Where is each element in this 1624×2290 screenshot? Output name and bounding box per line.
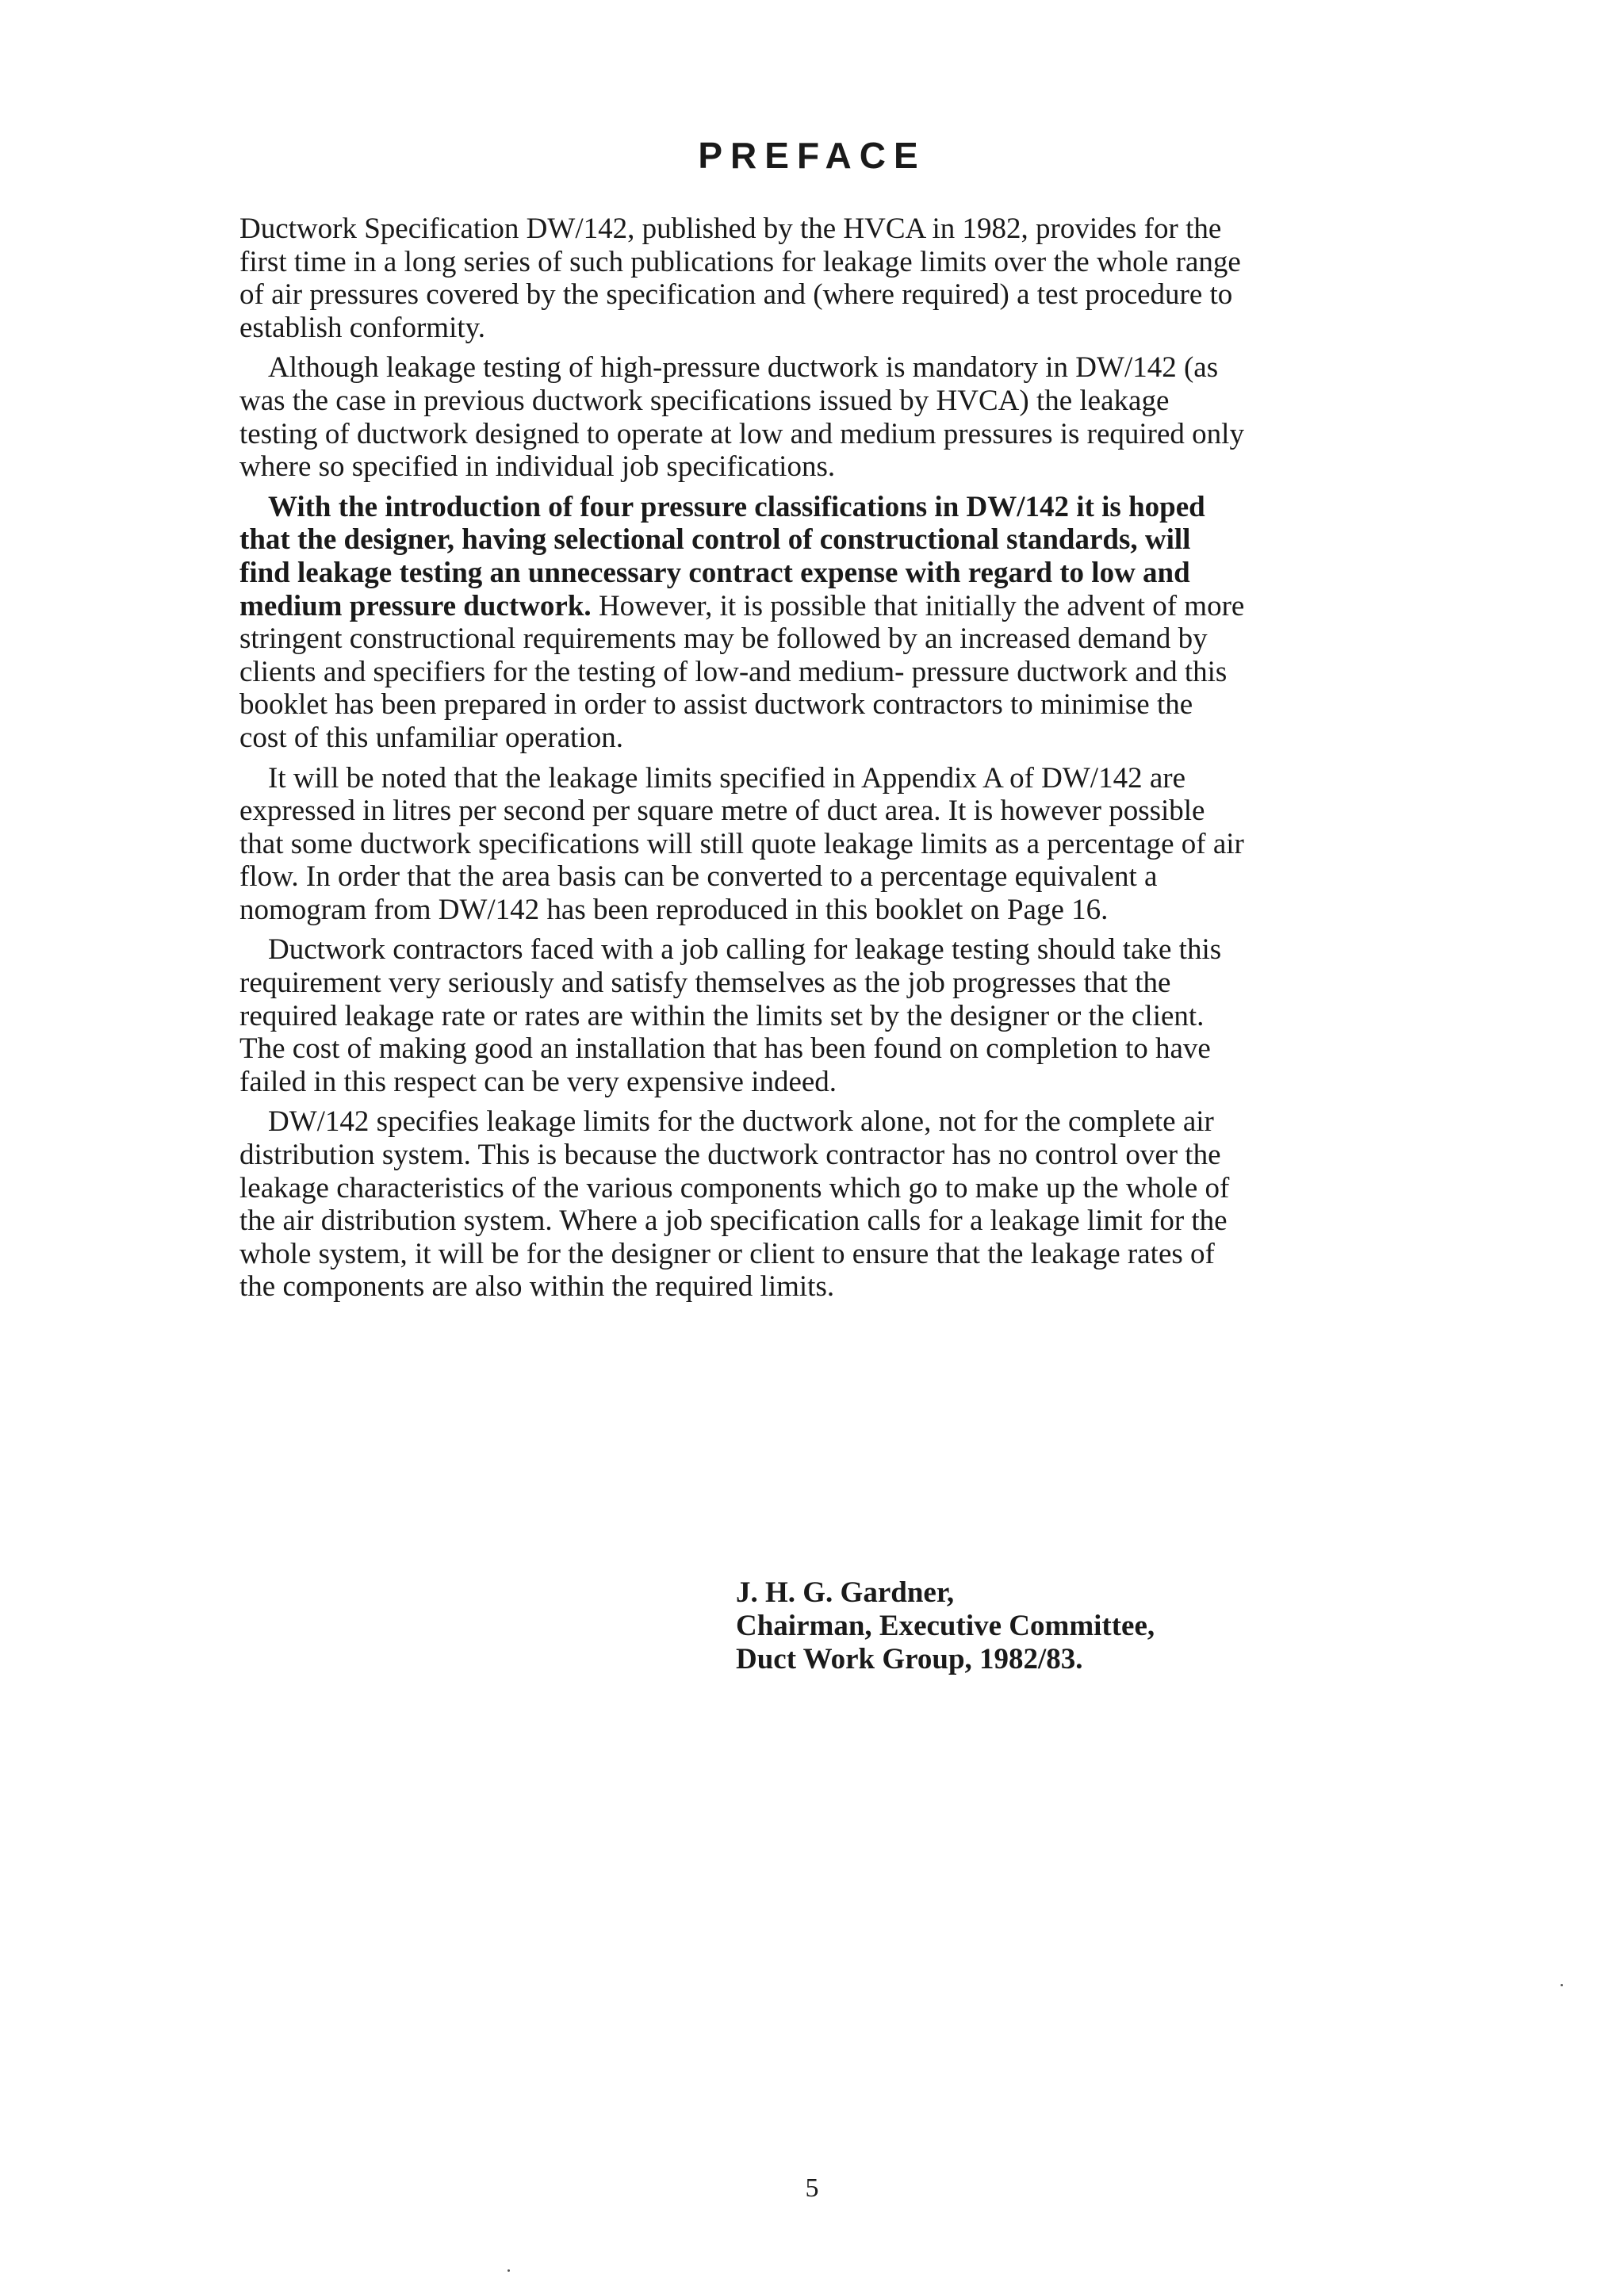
paragraph-text: DW/142 specifies leakage limits for the ductwork alone, not for the complete air distribution system. This is because the ductwork contractor has no control over the leakage characteristics of the various components which go to make up the whole of the air distribution system. Where a job specification calls for a leakage limit for the whole system, it will be for the designer or client to ensure that the leakage rates of the components are also within the required limits. xyxy=(239,1105,1230,1304)
paragraph-text: Ductwork Specification DW/142, published by the HVCA in 1982, provides for the first time in a long series of such publications for leakage limits over the whole range of air pressures covered by the specification and (where required) a test procedure to establish conformity. xyxy=(239,213,1241,344)
paragraph xyxy=(239,762,1247,927)
paragraph-text: It will be noted that the leakage limits specified in Appendix A of DW/142 are expressed in litres per second per square metre of duct area. It is however possible that some ductwork specifications will still quote leakage limits as a percentage of air flow. In order that the area basis can be converted to a percentage equivalent a nomogram from DW/142 has been reproduced in this booklet on Page 16. xyxy=(239,761,1244,926)
page-title: PREFACE xyxy=(698,135,926,176)
paragraph-text: Although leakage testing of high-pressure ductwork is mandatory in DW/142 (as was the case in previous ductwork specifications issued by HVCA) the leakage testing of ductwork designed to operate at low and medium pressures is required only where so specified in individual job specifications. xyxy=(239,351,1244,484)
signature-group: Duct Work Group, 1982/83. xyxy=(736,1643,1083,1675)
scan-speck xyxy=(508,2269,510,2272)
scan-speck xyxy=(1561,1984,1563,1986)
preface-body xyxy=(239,213,1247,1304)
paragraph-text: However, it is possible that initially the advent of more stringent constructional requirements may be followed by an increased demand by clients and specifiers for the testing of low-and medium- pressure ductwork and this booklet has been prepared in order to assist ductwork contractors to minimise the cost of this unfamiliar operation. xyxy=(239,589,1245,754)
signature-name: J. H. G. Gardner, xyxy=(736,1576,955,1609)
paragraph xyxy=(239,1105,1247,1304)
page-number: 5 xyxy=(805,2173,819,2203)
paragraph-bold-text: With the introduction of four pressure classifications in DW/142 it is hoped that the designer, having selectional control of constructional standards, will find leakage testing an unnecessary contract expense with regard to low and medium pressure ductwork. xyxy=(239,490,1205,622)
paragraph xyxy=(239,933,1247,1098)
paragraph xyxy=(239,213,1247,344)
signature-role: Chairman, Executive Committee, xyxy=(736,1610,1155,1642)
signature-block xyxy=(736,1576,1155,1676)
paragraph xyxy=(239,351,1247,483)
paragraph xyxy=(239,491,1247,755)
paragraph-text: Ductwork contractors faced with a job calling for leakage testing should take this requirement very seriously and satisfy themselves as the job progresses that the required leakage rate or rates are within the limits set by the designer or the client. The cost of making good an installation that has been found on completion to have failed in this respect can be very expensive indeed. xyxy=(239,933,1222,1098)
